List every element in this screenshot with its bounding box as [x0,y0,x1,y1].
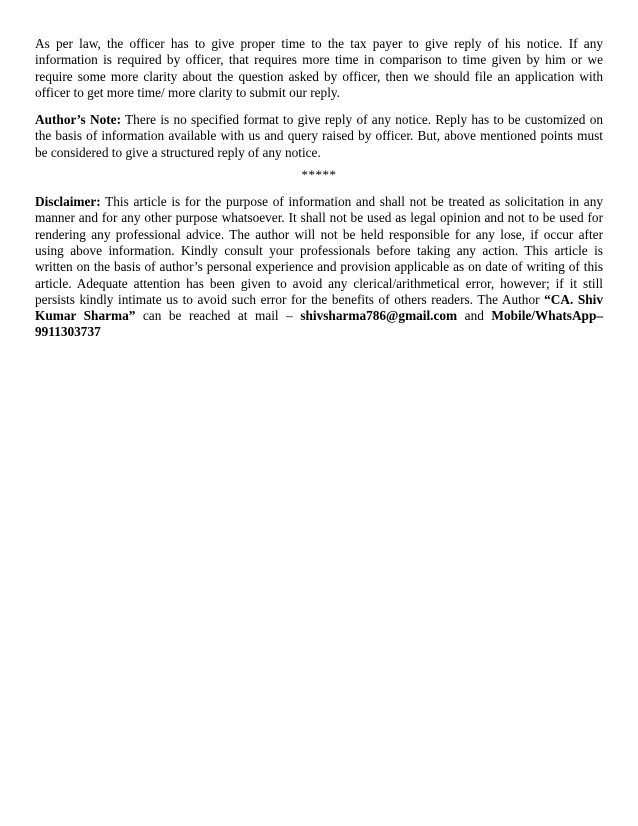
disclaimer-paragraph [35,194,603,341]
document-page [35,36,603,341]
disclaimer-text: This article is for the purpose of information and shall not be treated as solicitation in any manner and for any other purpose whatsoever. It shall not be used as legal opinion and not to be used for rendering any professional advice. The author will not be held responsible for any lose, if occur after using above information. Kindly consult your professionals before taking any action. This article is written on the basis of author’s personal experience and provision applicable as on date of writing of this article. Adequate attention has been given to avoid any clerical/arithmetical error, however; if it still persists kindly intimate us to avoid such error for the benefits of others readers. The Author [35,194,603,307]
section-separator: ***** [301,167,337,183]
authors-note-text: There is no specified format to give reply of any notice. Reply has to be customized on the basis of information available with us and query raised by officer. But, above mentioned points must be considered to give a structured reply of any notice. [35,112,603,160]
disclaimer-label: Disclaimer: [35,194,101,210]
intro-paragraph: As per law, the officer has to give proper time to the tax payer to give reply of his notice. If any information is required by officer, that requires more time in comparison to time given by him or we require some more clarity about the question asked by officer, then we should file an application with officer to get more time/ more clarity to submit our reply. [35,36,603,100]
authors-note-paragraph [35,112,603,161]
and-text: and [457,308,492,324]
author-mobile: Mobile/WhatsApp–9911303737 [35,308,603,340]
author-email: shivsharma786@gmail.com [300,308,458,324]
contact-intro-text: can be reached at mail – [135,308,301,324]
author-name: “CA. Shiv Kumar Sharma” [35,291,603,324]
authors-note-label: Author’s Note: [35,112,122,128]
